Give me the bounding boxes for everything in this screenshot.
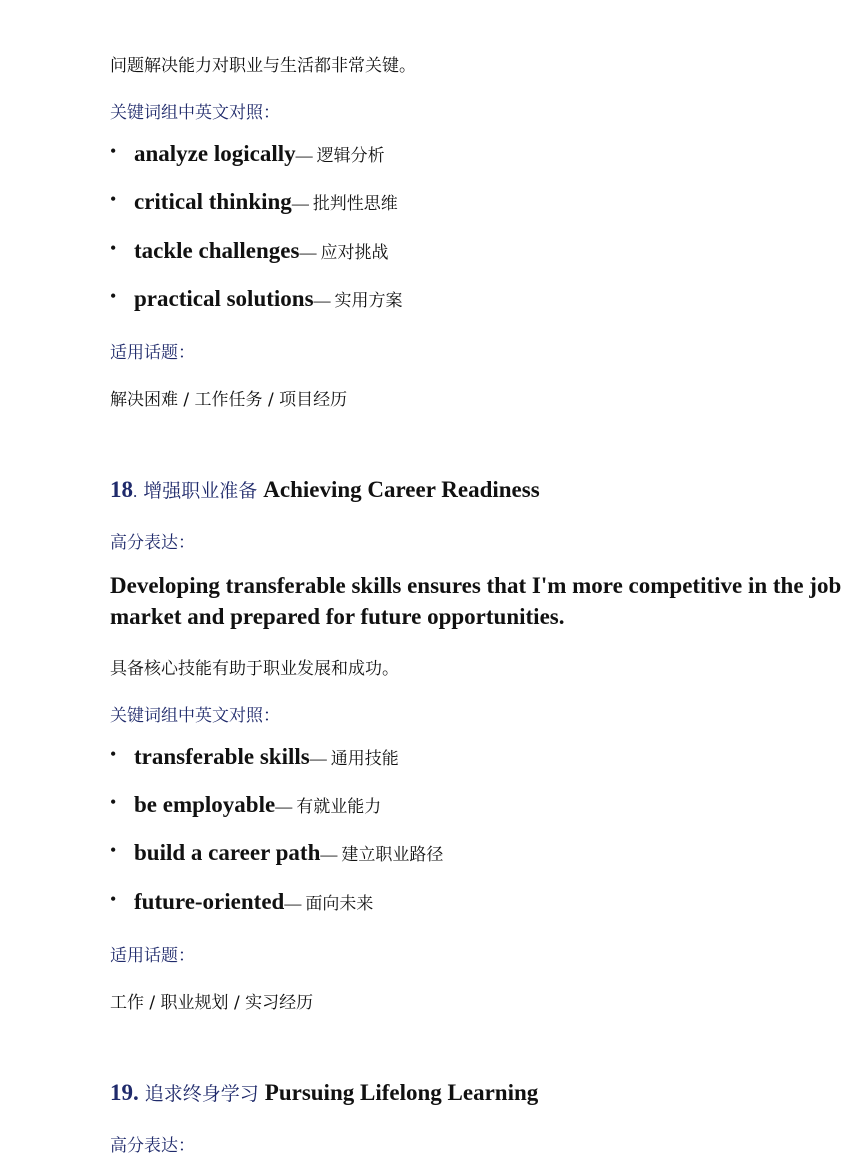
list-item xyxy=(110,792,381,818)
keyword-en: practical solutions xyxy=(134,286,314,311)
bullet-icon: • xyxy=(110,189,117,209)
keywords-label: 关键词组中英文对照： xyxy=(110,103,280,123)
expression-label: 高分表达： xyxy=(110,1136,195,1156)
bullet-icon: • xyxy=(110,840,117,860)
keyword-en: future-oriented xyxy=(134,889,285,914)
bullet-icon: • xyxy=(110,792,117,812)
section-title-cn: 追求终身学习 xyxy=(144,1083,259,1105)
list-item xyxy=(110,840,443,866)
section-number-separator: . xyxy=(133,482,138,501)
keyword-en: transferable skills xyxy=(134,744,310,769)
keyword-cn: 有就业能力 xyxy=(296,797,382,817)
keyword-cn: 逻辑分析 xyxy=(316,146,385,166)
keyword-dash: — xyxy=(309,749,327,768)
bullet-icon: • xyxy=(110,238,117,258)
keyword-dash: — xyxy=(275,797,293,816)
list-item xyxy=(110,238,388,264)
section-heading-19 xyxy=(110,1079,538,1106)
keyword-dash: — xyxy=(313,291,331,310)
keyword-cn: 建立职业路径 xyxy=(341,845,444,865)
expression-label: 高分表达： xyxy=(110,533,195,553)
section-title-en: Pursuing Lifelong Learning xyxy=(264,1080,539,1105)
keyword-en: tackle challenges xyxy=(134,238,300,263)
keyword-dash: — xyxy=(284,894,302,913)
keyword-cn: 通用技能 xyxy=(330,749,399,769)
bullet-icon: • xyxy=(110,286,117,306)
bullet-icon: • xyxy=(110,141,117,161)
list-item xyxy=(110,141,385,167)
list-item xyxy=(110,889,373,915)
keyword-cn: 应对挑战 xyxy=(320,243,389,263)
keyword-en: critical thinking xyxy=(134,189,292,214)
keyword-cn: 批判性思维 xyxy=(312,194,398,214)
topics-label: 适用话题： xyxy=(110,343,195,363)
model-sentence: Developing transferable skills ensures that I'm more competitive in the job market and prepared for future opportunities. xyxy=(110,573,842,629)
keyword-cn: 实用方案 xyxy=(334,291,403,311)
keyword-en: be employable xyxy=(134,792,276,817)
section-title-cn: 增强职业准备 xyxy=(143,480,258,502)
list-item xyxy=(110,744,399,770)
section-heading-18 xyxy=(110,476,540,503)
intro-sentence-cn: 问题解决能力对职业与生活都非常关键。 xyxy=(110,56,416,76)
keyword-cn: 面向未来 xyxy=(305,894,374,914)
keyword-dash: — xyxy=(291,194,309,213)
translation-cn: 具备核心技能有助于职业发展和成功。 xyxy=(110,659,399,679)
bullet-icon: • xyxy=(110,889,117,909)
keyword-en: build a career path xyxy=(134,840,321,865)
keyword-dash: — xyxy=(295,146,313,165)
list-item xyxy=(110,286,403,312)
bullet-icon: • xyxy=(110,744,117,764)
topics-text: 解决困难 / 工作任务 / 项目经历 xyxy=(110,390,348,410)
topics-text: 工作 / 职业规划 / 实习经历 xyxy=(110,993,314,1013)
keywords-label: 关键词组中英文对照： xyxy=(110,706,280,726)
list-item xyxy=(110,189,398,215)
keyword-dash: — xyxy=(320,845,338,864)
keyword-dash: — xyxy=(299,243,317,262)
section-title-en: Achieving Career Readiness xyxy=(263,477,540,502)
topics-label: 适用话题： xyxy=(110,946,195,966)
keyword-en: analyze logically xyxy=(134,141,296,166)
section-number: 19. xyxy=(110,1080,139,1105)
section-number: 18 xyxy=(110,477,133,502)
